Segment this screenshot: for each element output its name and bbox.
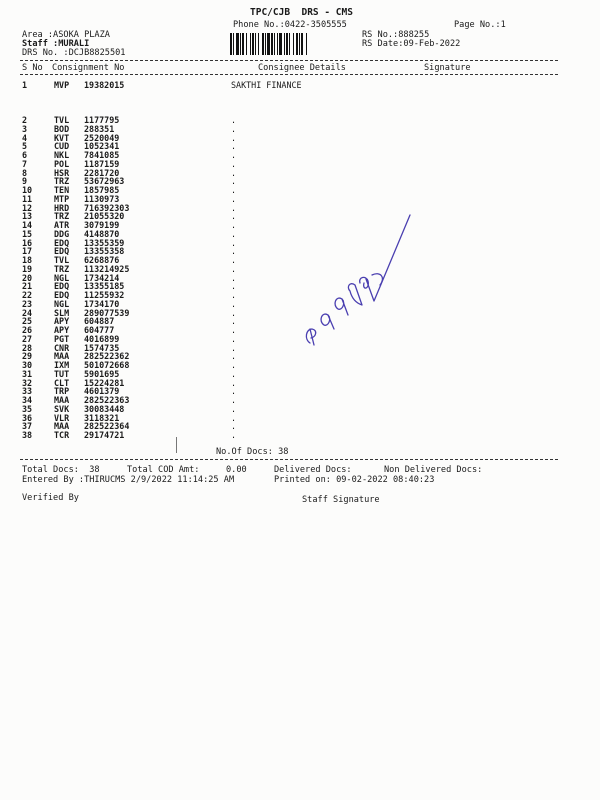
row-consignee: . [231,167,237,178]
row-consignment-number: 3079199 [84,220,120,230]
row-sno: 32 [22,377,33,388]
row-consignment-number: 4016899 [84,333,120,344]
page-number: Page No.:1 [454,20,506,30]
divider [20,60,558,61]
row-sno: 17 [22,246,33,257]
row-consignment-code: MAA [54,395,70,405]
row-consignee: . [231,333,237,344]
row-consignment-number: 1177795 [84,115,120,125]
row-sno: 19 [22,263,33,274]
row-consignment-number: 288351 [84,123,115,134]
row-sno: 26 [22,325,33,335]
row-consignment-code: VLR [54,412,70,423]
row-consignment-number: 6268876 [84,255,120,265]
row-consignment-code: CNR [54,342,70,353]
row-sno: 7 [22,158,28,169]
row-consignment-number: 5901695 [84,368,120,379]
row-consignment-code: SVK [54,403,70,414]
column-header-consignee: Consignee Details [258,63,346,73]
table-row [22,81,562,90]
row-consignment-code: EDQ [54,237,70,248]
row-sno: 4 [22,132,28,143]
row-consignee: . [231,316,237,327]
row-consignment-number: 29174721 [84,430,125,440]
row-consignee: . [231,158,237,169]
row-consignee: . [231,377,237,388]
staff-label: Staff :MURALI [22,39,90,49]
row-sno: 15 [22,228,33,239]
row-consignment-number: 2281720 [84,167,120,178]
row-consignment-number: 11255932 [84,290,125,300]
row-consignment-code: MVP [54,80,70,90]
row-consignee: . [231,150,237,160]
row-sno: 10 [22,185,33,195]
row-consignee: . [231,228,237,239]
row-consignment-number: 13355358 [84,246,125,257]
row-consignment-number: 1574735 [84,342,120,353]
row-sno: 35 [22,403,33,414]
row-sno: 9 [22,176,28,187]
row-consignee: . [231,386,237,397]
row-consignment-code: MAA [54,421,70,432]
total-docs: Total Docs: 38 [22,465,100,475]
row-consignment-code: TCR [54,430,70,440]
row-consignee: . [231,351,237,362]
row-sno: 2 [22,115,28,125]
row-consignee: . [231,430,237,440]
row-sno: 37 [22,421,33,432]
row-consignment-code: TVL [54,255,70,265]
row-sno: 21 [22,281,33,292]
row-consignee: . [231,237,237,248]
verified-by: Verified By [22,493,79,503]
row-sno: 22 [22,290,33,300]
row-consignment-number: 604777 [84,325,115,335]
handwritten-signature [300,205,420,355]
row-consignment-number: 716392303 [84,202,130,213]
phone-number: Phone No.:0422-3505555 [233,20,347,30]
row-consignment-number: 19382015 [84,80,125,90]
row-consignment-code: TRP [54,386,70,397]
row-consignment-number: 30083448 [84,403,125,414]
row-consignment-code: HRD [54,202,70,213]
drs-number: DRS No. :DCJB8825501 [22,48,126,58]
staff-signature: Staff Signature [302,495,380,505]
row-consignee: . [231,202,237,213]
row-consignee: . [231,298,237,309]
row-consignment-code: HSR [54,167,70,178]
row-sno: 28 [22,342,33,353]
row-consignee: . [231,123,237,134]
row-consignee: . [231,193,237,204]
row-sno: 29 [22,351,33,362]
row-sno: 5 [22,141,28,152]
row-consignment-number: 501072668 [84,360,130,370]
row-consignment-code: TEN [54,185,70,195]
row-consignment-code: BOD [54,123,70,134]
row-consignment-code: POL [54,158,70,169]
column-header-consignment: Consignment No [52,63,125,73]
row-consignment-number: 1857985 [84,185,120,195]
row-sno: 18 [22,255,33,265]
row-consignment-number: 1052341 [84,141,120,152]
row-consignee: . [231,211,237,222]
column-rule [176,437,177,453]
row-consignee: . [231,115,237,125]
row-consignment-code: NGL [54,298,70,309]
row-consignment-number: 282522363 [84,395,130,405]
row-consignment-code: MTP [54,193,70,204]
row-consignment-number: 2520049 [84,132,120,143]
row-consignee: . [231,263,237,274]
delivered-docs: Delivered Docs: [274,465,352,475]
row-sno: 14 [22,220,33,230]
row-consignee: . [231,395,237,405]
column-header-sno: S No [22,63,43,73]
row-consignment-number: 4148870 [84,228,120,239]
row-consignment-code: TUT [54,368,70,379]
row-sno: 6 [22,150,28,160]
column-header-signature: Signature [424,63,471,73]
row-sno: 25 [22,316,33,327]
rs-date: RS Date:09-Feb-2022 [362,39,461,49]
divider [20,74,558,75]
row-consignee: . [231,412,237,423]
row-consignment-code: CLT [54,377,70,388]
row-consignment-code: EDQ [54,281,70,292]
row-consignment-code: CUD [54,141,70,152]
non-delivered-docs: Non Delivered Docs: [384,465,483,475]
row-consignee: . [231,272,237,283]
row-consignee: . [231,255,237,265]
rs-number: RS No.:888255 [362,30,430,40]
row-consignment-number: 289077539 [84,307,130,318]
row-consignee: . [231,290,237,300]
cod-amount: 0.00 [226,465,247,475]
row-consignment-code: TRZ [54,176,70,187]
row-consignment-code: SLM [54,307,70,318]
row-sno: 1 [22,80,28,90]
row-consignee: . [231,325,237,335]
divider [20,459,558,460]
row-consignee: . [231,342,237,353]
row-sno: 12 [22,202,33,213]
row-consignment-number: 1734170 [84,298,120,309]
row-consignment-number: 13355359 [84,237,125,248]
row-consignment-code: DDG [54,228,70,239]
barcode-image [230,33,354,55]
row-consignment-number: 113214925 [84,263,130,274]
row-consignee: SAKTHI FINANCE [231,80,302,90]
row-consignment-code: TRZ [54,263,70,274]
row-consignee: . [231,176,237,187]
row-sno: 3 [22,123,28,134]
row-consignment-number: 604887 [84,316,115,327]
row-consignment-number: 1187159 [84,158,120,169]
row-consignment-number: 1734214 [84,272,120,283]
row-consignment-number: 21055320 [84,211,125,222]
row-consignee: . [231,403,237,414]
row-sno: 31 [22,368,33,379]
row-consignment-number: 4601379 [84,386,120,397]
row-consignment-number: 53672963 [84,176,125,187]
row-consignment-code: EDQ [54,290,70,300]
row-consignment-number: 1130973 [84,193,120,204]
row-consignee: . [231,132,237,143]
row-consignee: . [231,360,237,370]
row-consignment-code: KVT [54,132,70,143]
row-sno: 8 [22,167,28,178]
row-consignment-number: 15224281 [84,377,125,388]
entered-by: Entered By :THIRUCMS 2/9/2022 11:14:25 AM [22,475,235,485]
row-consignee: . [231,141,237,152]
no-of-docs: No.Of Docs: 38 [216,447,289,457]
row-consignment-code: TRZ [54,211,70,222]
row-consignment-code: TVL [54,115,70,125]
row-consignment-code: APY [54,325,70,335]
row-sno: 11 [22,193,33,204]
row-sno: 30 [22,360,33,370]
row-consignment-number: 7841085 [84,150,120,160]
row-sno: 34 [22,395,33,405]
row-consignee: . [231,421,237,432]
printed-on: Printed on: 09-02-2022 08:40:23 [274,475,435,485]
row-consignee: . [231,307,237,318]
row-consignee: . [231,281,237,292]
row-sno: 38 [22,430,33,440]
row-consignment-code: EDQ [54,246,70,257]
row-consignee: . [231,368,237,379]
document-title: TPC/CJB DRS - CMS [250,7,353,18]
table-row [22,431,562,440]
row-sno: 33 [22,386,33,397]
area-label: Area :ASOKA PLAZA [22,30,110,40]
row-consignment-code: NGL [54,272,70,283]
row-sno: 23 [22,298,33,309]
row-consignment-code: PGT [54,333,70,344]
row-consignee: . [231,220,237,230]
total-cod-label: Total COD Amt: [127,465,200,475]
row-consignment-number: 282522362 [84,351,130,362]
row-consignment-code: ATR [54,220,70,230]
row-consignment-number: 13355185 [84,281,125,292]
row-consignment-code: IXM [54,360,70,370]
row-sno: 36 [22,412,33,423]
row-consignee: . [231,246,237,257]
row-consignee: . [231,185,237,195]
row-consignment-number: 3118321 [84,412,120,423]
row-sno: 24 [22,307,33,318]
row-sno: 16 [22,237,33,248]
row-sno: 27 [22,333,33,344]
row-consignment-code: NKL [54,150,70,160]
row-sno: 13 [22,211,33,222]
row-consignment-code: APY [54,316,70,327]
row-consignment-code: MAA [54,351,70,362]
row-sno: 20 [22,272,33,283]
row-consignment-number: 282522364 [84,421,130,432]
